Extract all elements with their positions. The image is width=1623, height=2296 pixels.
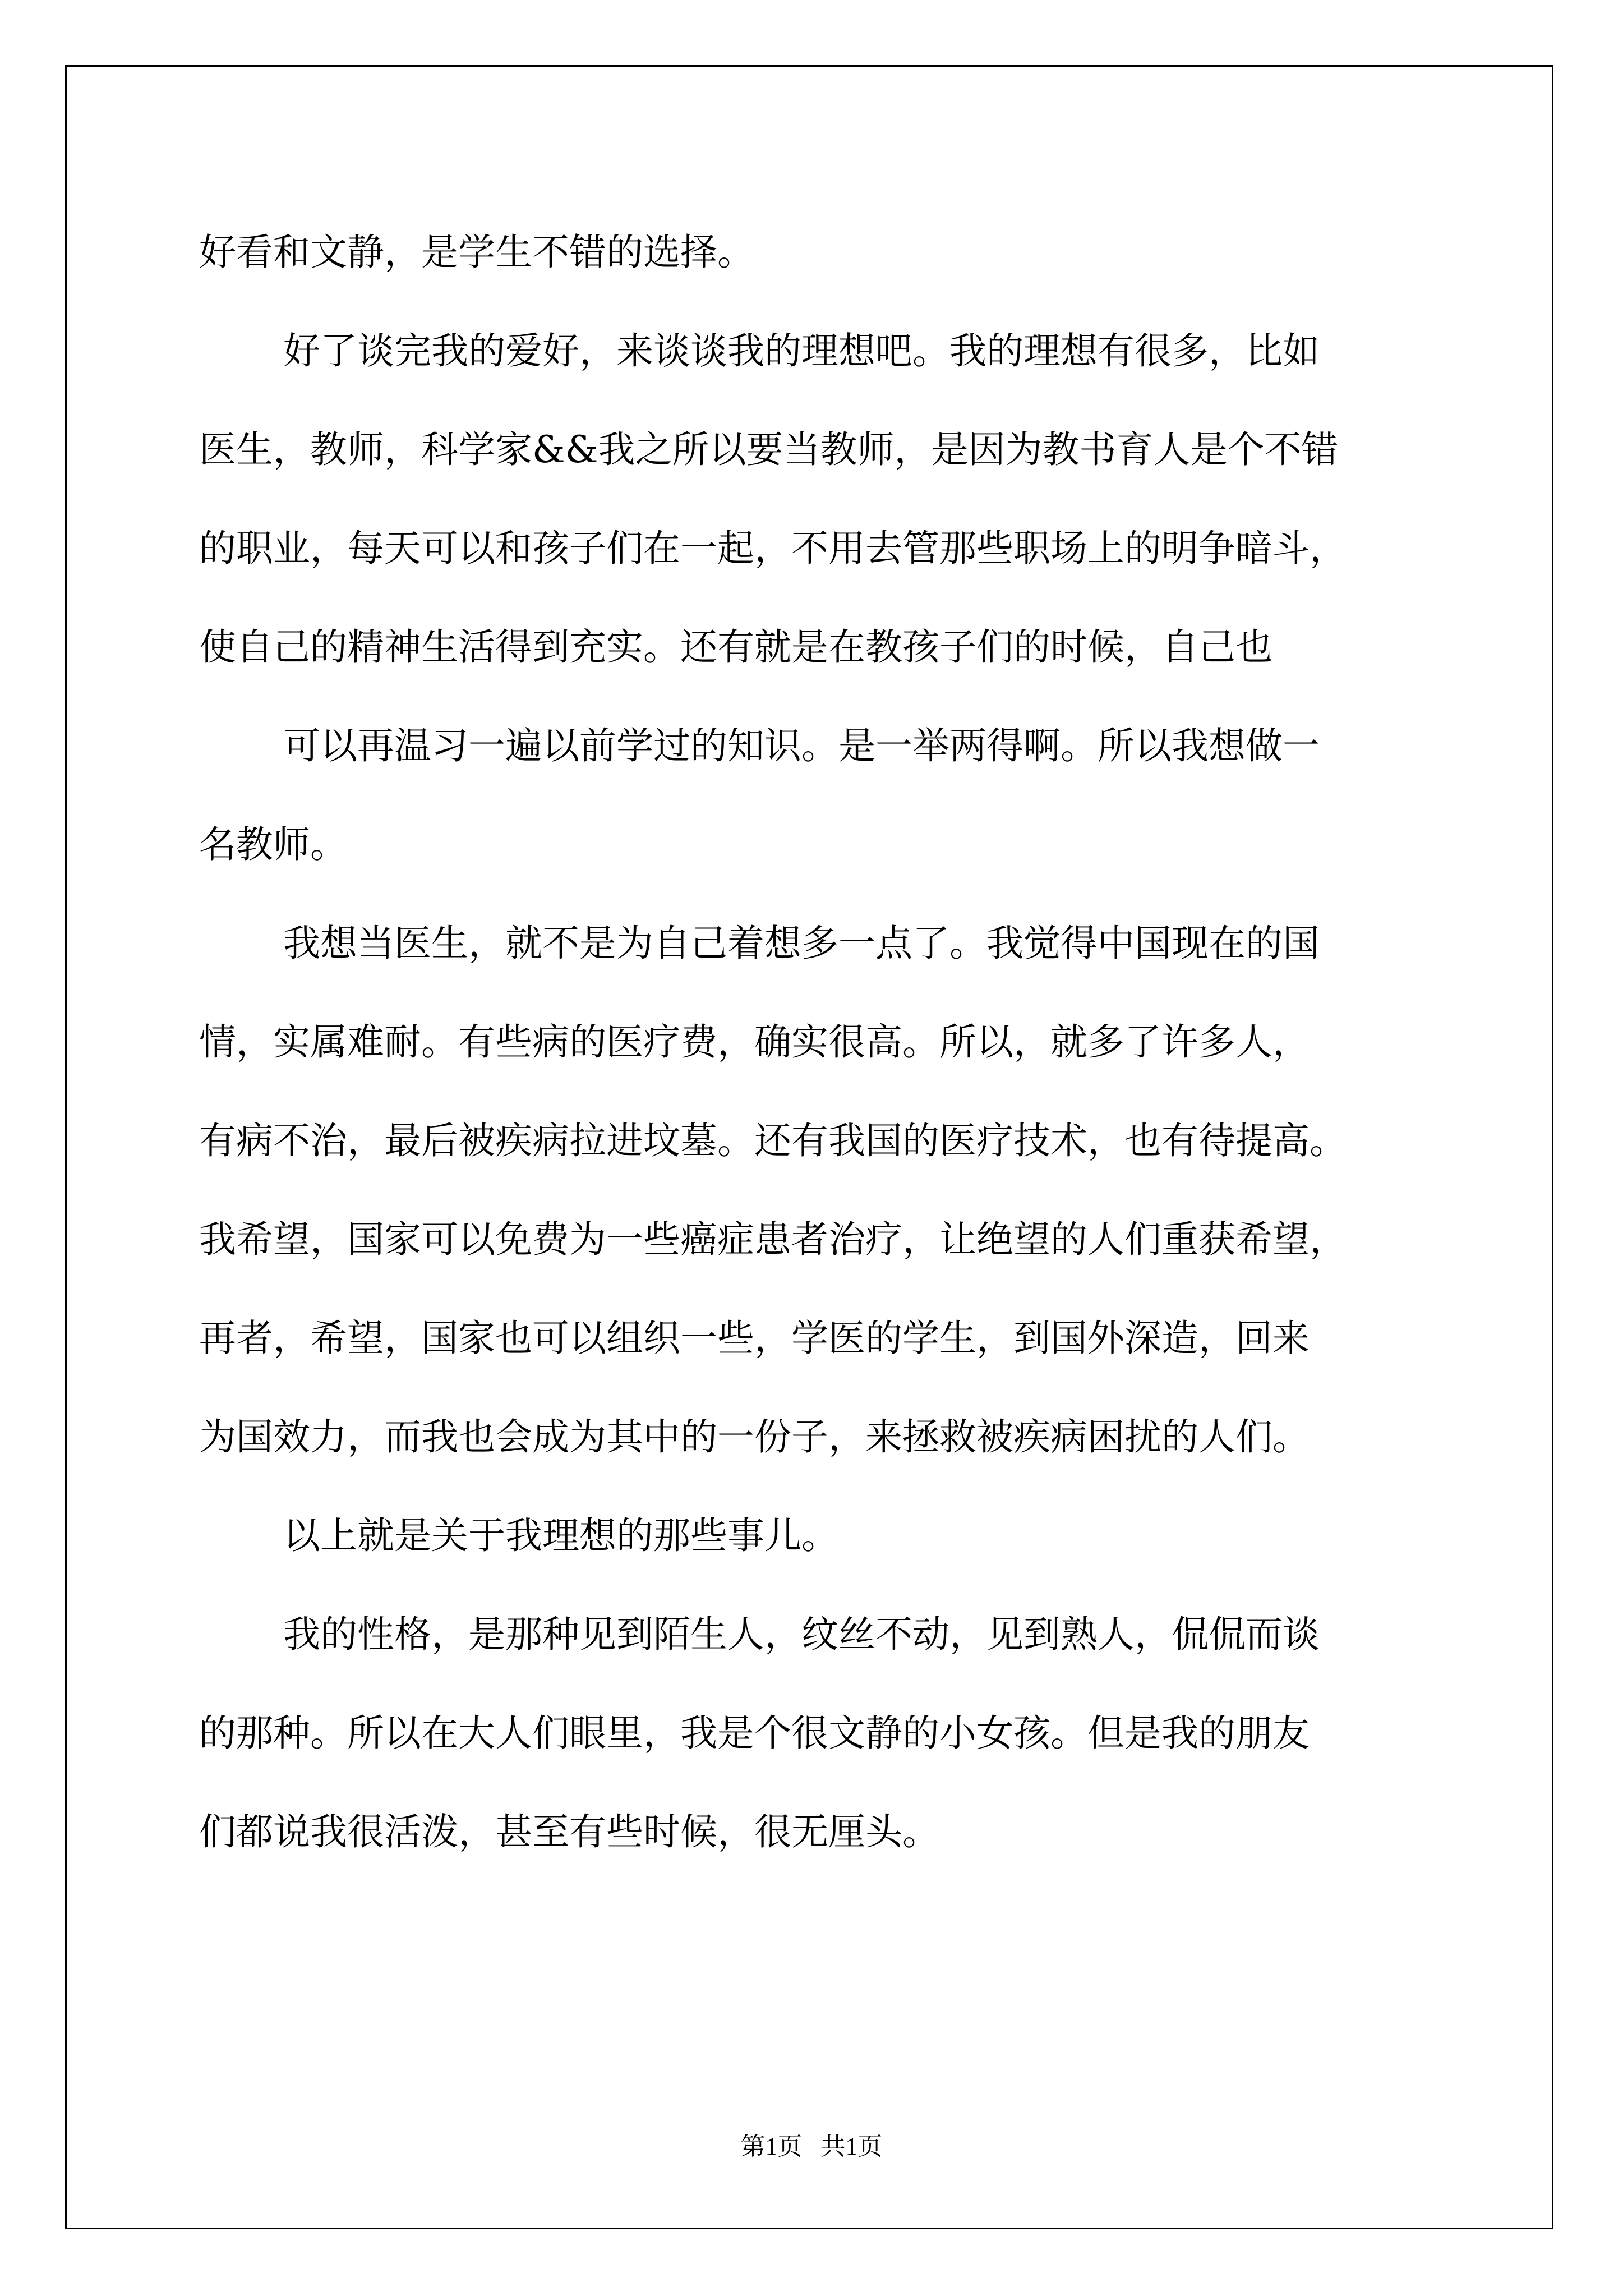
text-line-7: 名教师。 xyxy=(199,823,347,866)
text-line-17: 们都说我很活泼，甚至有些时候，很无厘头。 xyxy=(199,1810,939,1853)
text-line-4: 的职业，每天可以和孩子们在一起，不用去管那些职场上的明争暗斗， xyxy=(199,527,1347,570)
text-line-13: 为国效力，而我也会成为其中的一份子，来拯救被疾病困扰的人们。 xyxy=(199,1415,1310,1458)
text-line-11: 我希望，国家可以免费为一些癌症患者治疗，让绝望的人们重获希望， xyxy=(199,1218,1347,1261)
text-line-14: 以上就是关于我理想的那些事儿。 xyxy=(283,1514,838,1557)
text-line-10: 有病不治，最后被疾病拉进坟墓。还有我国的医疗技术，也有待提高。 xyxy=(199,1119,1347,1162)
text-line-9: 情，实属难耐。有些病的医疗费，确实很高。所以，就多了许多人， xyxy=(199,1020,1310,1064)
text-line-12: 再者，希望，国家也可以组织一些，学医的学生，到国外深造，回来 xyxy=(199,1317,1310,1360)
text-line-2: 好了谈完我的爱好，来谈谈我的理想吧。我的理想有很多，比如 xyxy=(283,329,1320,372)
text-line-16: 的那种。所以在大人们眼里，我是个很文静的小女孩。但是我的朋友 xyxy=(199,1711,1310,1755)
text-line-15: 我的性格，是那种见到陌生人，纹丝不动，见到熟人，侃侃而谈 xyxy=(283,1613,1320,1656)
text-line-8: 我想当医生，就不是为自己着想多一点了。我觉得中国现在的国 xyxy=(283,922,1320,965)
page-footer: 第1页 共1页 xyxy=(740,2133,883,2160)
text-line-5: 使自己的精神生活得到充实。还有就是在教孩子们的时候，自己也 xyxy=(199,625,1272,669)
text-line-1: 好看和文静，是学生不错的选择。 xyxy=(199,231,754,274)
text-line-3: 医生，教师，科学家&&我之所以要当教师，是因为教书育人是个不错 xyxy=(199,428,1339,471)
text-line-6: 可以再温习一遍以前学过的知识。是一举两得啊。所以我想做一 xyxy=(283,724,1320,767)
